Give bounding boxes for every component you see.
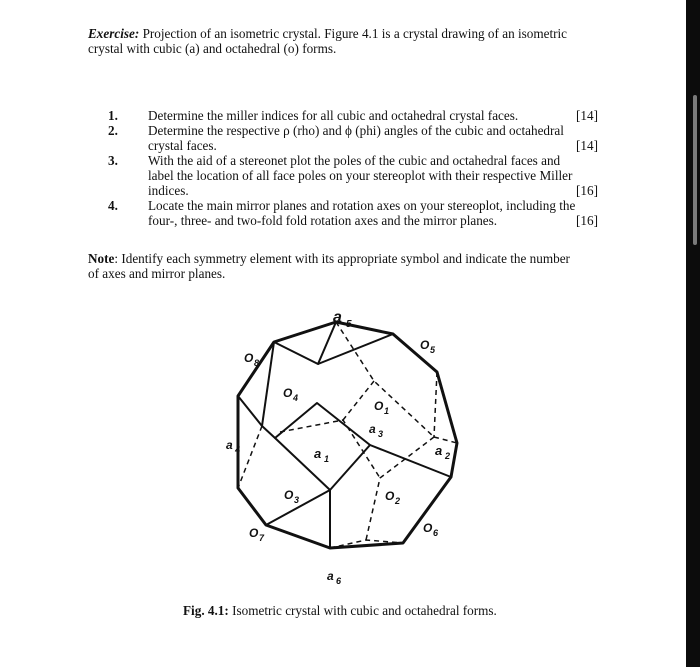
task-number: 3. — [108, 153, 118, 168]
task-mark: [16] — [576, 213, 598, 228]
task-text: Determine the respective ρ (rho) and ϕ (phi) angles of the cubic and octahedral — [148, 123, 564, 138]
face-label-o7: O — [249, 526, 259, 540]
face-label-a5: a — [333, 309, 342, 326]
face-label-a2-sub: 2 — [445, 451, 451, 461]
face-label-o1-sub: 1 — [384, 406, 390, 416]
intro-label: Exercise: — [88, 26, 140, 41]
face-label-o8-sub: 8 — [254, 358, 260, 368]
task-text: Determine the miller indices for all cubic and octahedral crystal faces. — [148, 108, 519, 123]
task-number: 4. — [108, 198, 118, 213]
face-label-a4: a — [226, 438, 233, 452]
note-text-1: : Identify each symmetry element with its appropriate symbol and indicate the number — [114, 251, 570, 266]
task-mark: [14] — [576, 108, 598, 123]
task-text: four-, three- and two-fold fold rotation axes and the mirror planes. — [148, 213, 498, 228]
face-label-o5: O — [420, 338, 430, 352]
face-label-o5-sub: 5 — [430, 345, 436, 355]
face-label-a6: a — [327, 569, 334, 583]
face-label-a4-sub: 4 — [235, 445, 241, 455]
face-label-a6-sub: 6 — [336, 576, 342, 586]
face-label-o3: O — [284, 488, 294, 502]
task-mark: [16] — [576, 183, 598, 198]
intro-text-1: Projection of an isometric crystal. Figure 4.1 is a crystal drawing of an isometric — [139, 26, 568, 41]
note-label: Note — [88, 251, 115, 266]
face-label-o6-sub: 6 — [433, 528, 439, 538]
face-label-o4-sub: 4 — [293, 393, 299, 403]
task-text: crystal faces. — [148, 138, 217, 153]
task-number: 2. — [108, 123, 118, 138]
face-label-o7-sub: 7 — [259, 533, 265, 543]
note-text-2: of axes and mirror planes. — [88, 266, 226, 281]
task-text: indices. — [148, 183, 189, 198]
face-label-a5-sub: 5 — [346, 319, 352, 330]
task-number: 1. — [108, 108, 118, 123]
face-label-a3: a — [369, 422, 376, 436]
face-label-o2-sub: 2 — [395, 496, 401, 506]
face-label-a1: a — [314, 446, 322, 461]
face-label-o6: O — [423, 521, 433, 535]
face-label-o3-sub: 3 — [294, 495, 300, 505]
face-label-o4: O — [283, 386, 293, 400]
face-label-a1-sub: 1 — [324, 454, 330, 464]
face-label-o1: O — [374, 399, 384, 413]
task-text: With the aid of a stereonet plot the poles of the cubic and octahedral faces and — [148, 153, 561, 168]
task-text: label the location of all face poles on your stereoplot with their respective Miller — [148, 168, 573, 183]
face-labels — [226, 309, 450, 586]
intro-text-2: crystal with cubic (a) and octahedral (o) forms. — [88, 41, 337, 56]
task-mark: [14] — [576, 138, 598, 153]
face-label-a3-sub: 3 — [378, 429, 384, 439]
face-label-o8: O — [244, 351, 254, 365]
face-label-a2: a — [435, 443, 443, 458]
face-label-o2: O — [385, 489, 395, 503]
task-text: Locate the main mirror planes and rotation axes on your stereoplot, including the — [148, 198, 576, 213]
caption-label: Fig. 4.1: — [183, 603, 229, 618]
caption-text: Isometric crystal with cubic and octahedral forms. — [228, 603, 497, 618]
